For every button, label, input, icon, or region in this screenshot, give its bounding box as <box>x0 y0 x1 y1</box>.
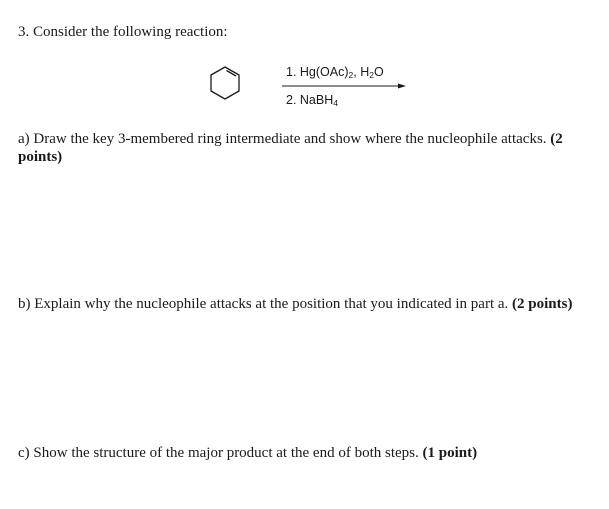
reagent-step-2: 2. NaBH$_4$ <box>286 93 338 108</box>
part-a-points: (2 points) <box>18 131 563 165</box>
reagent-step-1: 1. $Hg(OAc)_2$, $H_2O$ <box>286 65 384 80</box>
part-b-question <box>18 295 593 313</box>
cyclohexene-structure-icon <box>200 56 250 106</box>
part-c-question <box>18 444 593 462</box>
part-c-text: c) Show the structure of the major product at the end of both steps. <box>18 445 423 461</box>
part-a-question <box>18 130 593 166</box>
reaction-arrow-icon <box>282 82 408 90</box>
part-b-text: b) Explain why the nucleophile attacks at the position that you indicated in part a. <box>18 296 513 312</box>
question-title: 3. Consider the following reaction: <box>18 24 228 40</box>
part-c-points: (1 point) <box>422 445 478 461</box>
reaction-scheme <box>200 56 430 116</box>
part-b-points: (2 points) <box>512 296 573 312</box>
part-a-text: a) Draw the key 3-membered ring intermediate and show where the nucleophile attacks. <box>18 131 551 147</box>
